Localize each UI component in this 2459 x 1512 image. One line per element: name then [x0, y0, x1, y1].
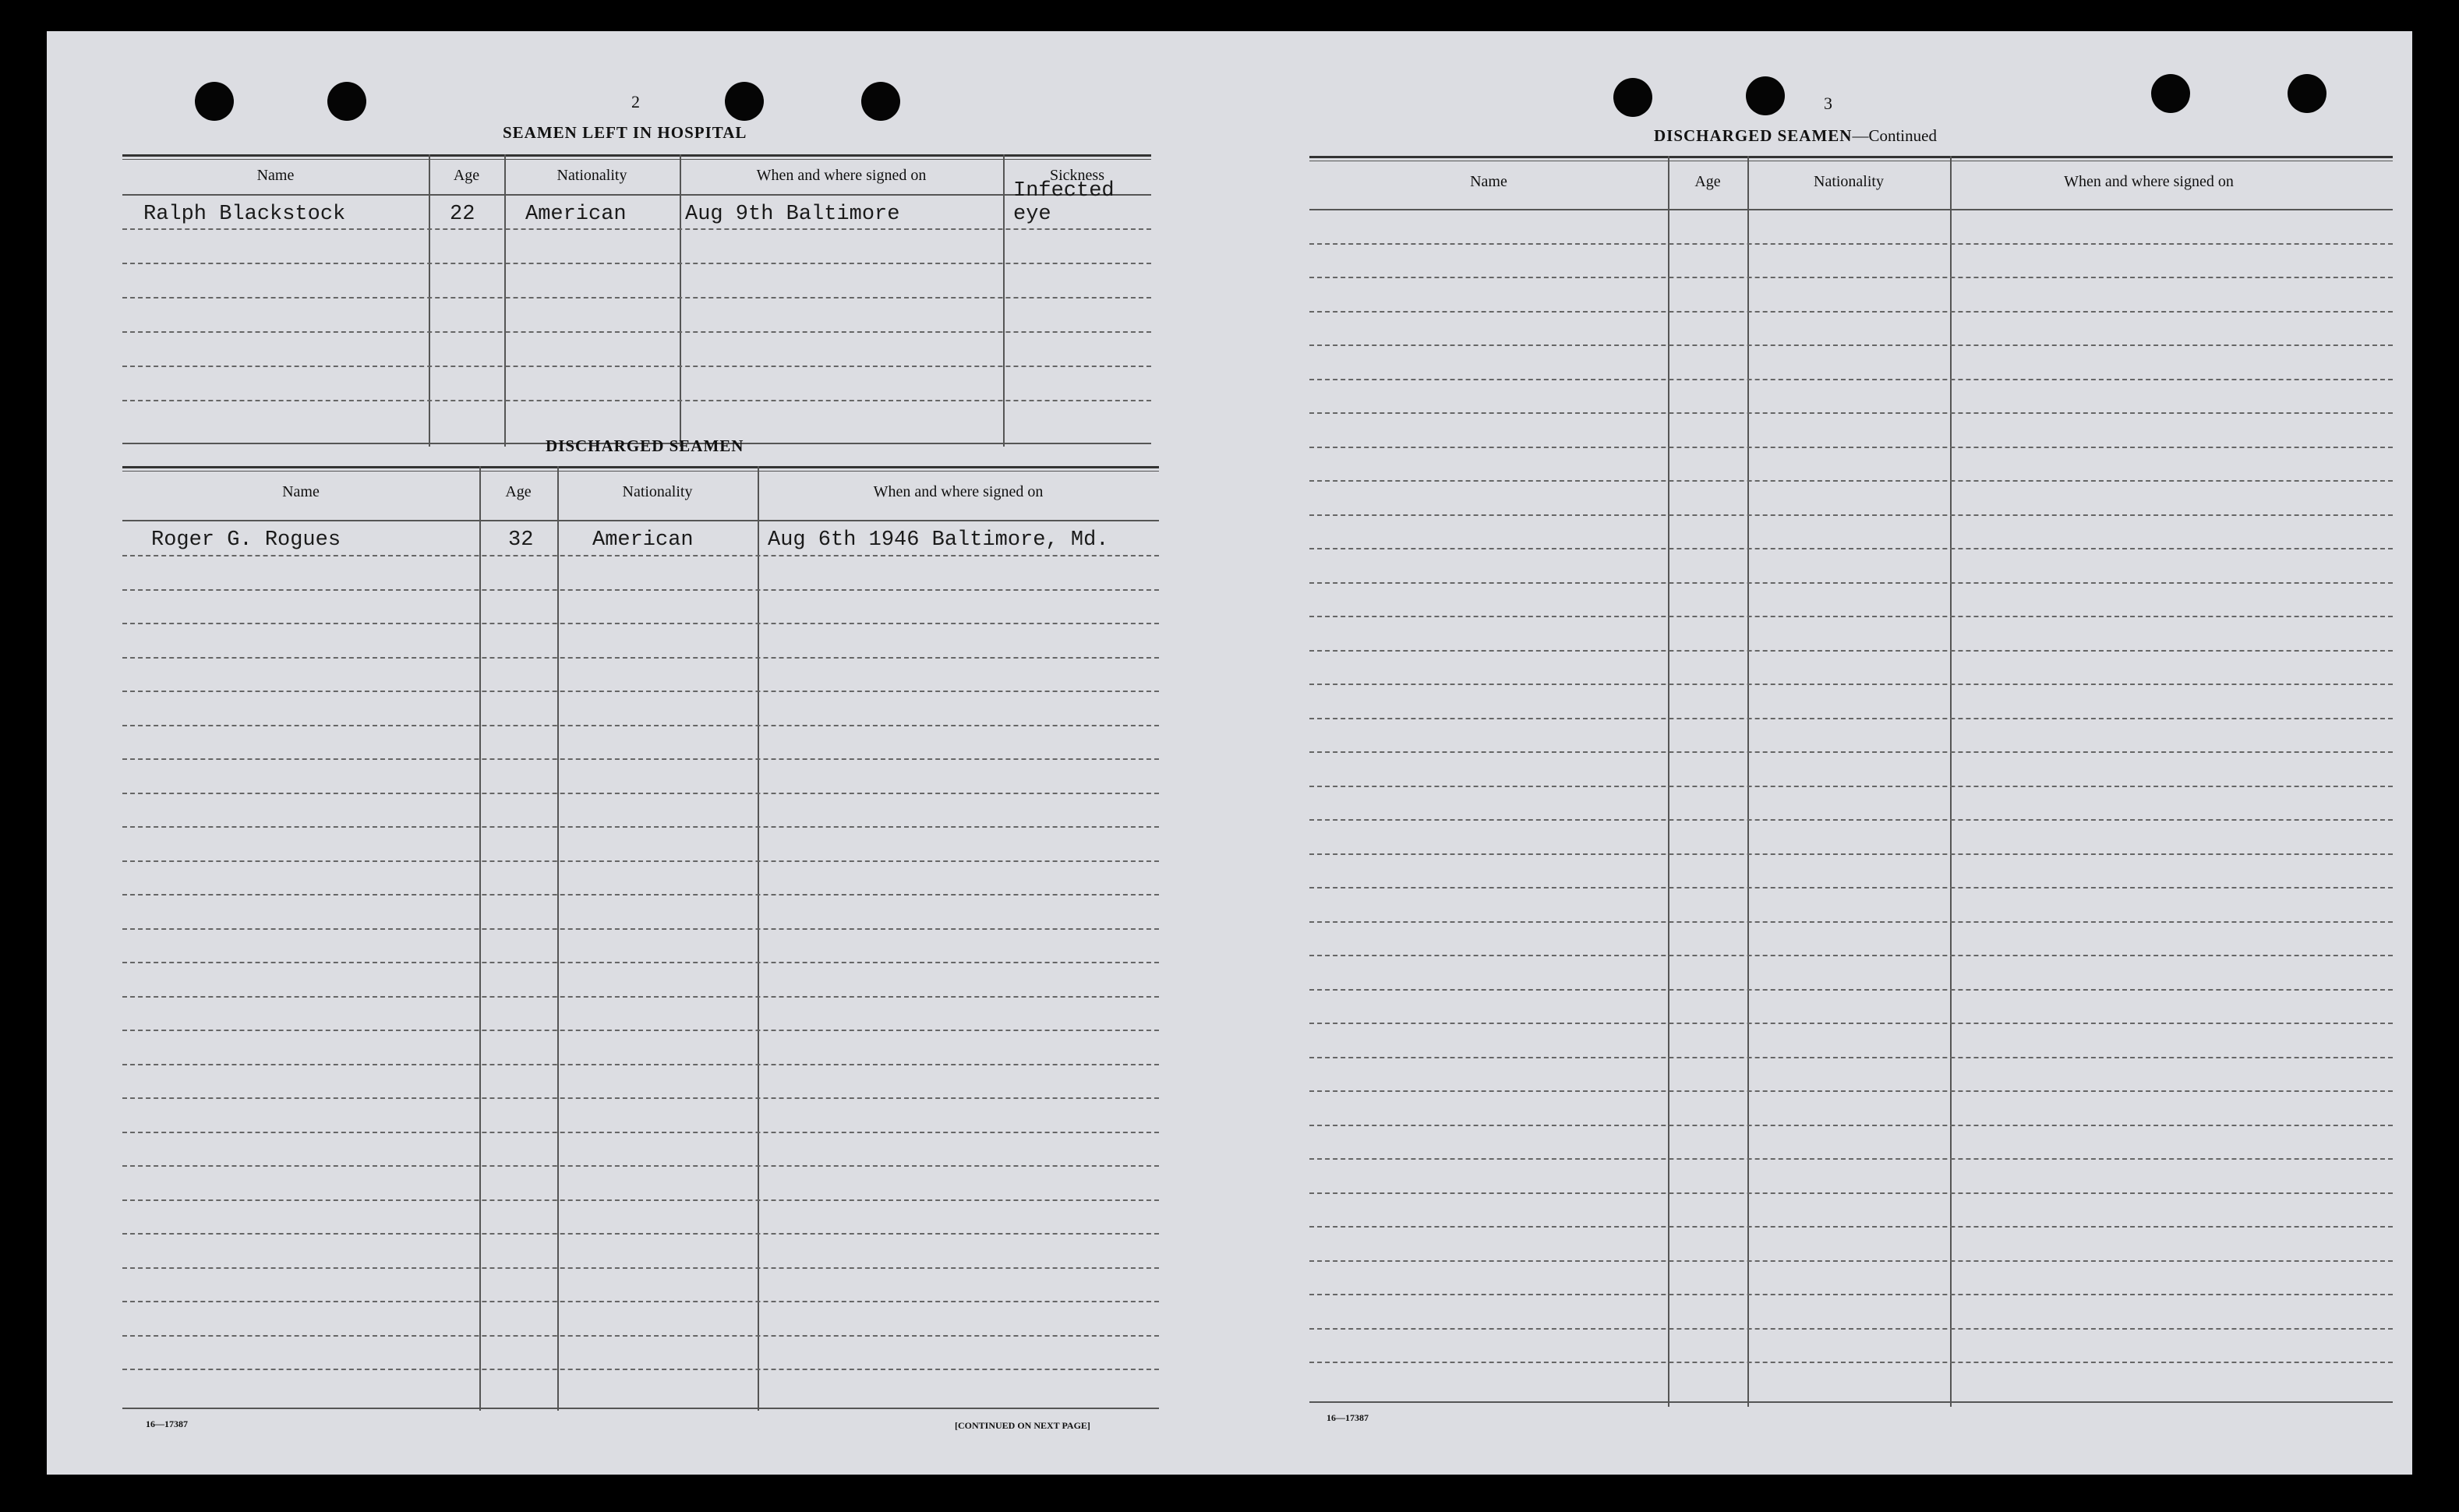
section-title-text: DISCHARGED SEAMEN — [1654, 126, 1853, 145]
punch-hole — [327, 82, 366, 121]
header-nationality: Nationality — [622, 483, 693, 500]
punch-hole — [861, 82, 900, 121]
hospital-row-age: 22 — [450, 203, 475, 226]
hospital-row-signed-on: Aug 9th Baltimore — [685, 203, 900, 226]
punch-hole — [195, 82, 234, 121]
punch-hole — [2151, 74, 2190, 113]
discharged-row-age: 32 — [508, 528, 534, 552]
page-number-left: 2 — [631, 92, 640, 111]
header-name: Name — [256, 167, 295, 184]
punch-hole — [725, 82, 764, 121]
discharged-row-name: Roger G. Rogues — [151, 528, 341, 552]
hospital-row-nationality: American — [525, 203, 627, 226]
header-age: Age — [1694, 173, 1721, 190]
header-name: Name — [1470, 173, 1507, 190]
header-signed-on: When and where signed on — [756, 167, 927, 184]
header-age: Age — [453, 167, 480, 184]
form-number-right: 16—17387 — [1327, 1412, 1369, 1423]
header-sickness: Sickness — [1050, 167, 1104, 184]
punch-hole — [1613, 78, 1652, 117]
section-title-hospital: SEAMEN LEFT IN HOSPITAL — [503, 123, 747, 142]
header-signed-on: When and where signed on — [873, 483, 1044, 500]
section-title-discharged-continued — [1654, 126, 1937, 146]
discharged-row-signed-on: Aug 6th 1946 Baltimore, Md. — [768, 528, 1109, 552]
header-age: Age — [505, 483, 532, 500]
section-title-continued: —Continued — [1852, 126, 1937, 145]
header-nationality: Nationality — [1814, 173, 1884, 190]
discharged-table-left — [122, 466, 1159, 1411]
punch-hole — [1746, 76, 1785, 115]
page-number-right: 3 — [1824, 94, 1832, 113]
hospital-row-name: Ralph Blackstock — [143, 203, 346, 226]
continued-note: [CONTINUED ON NEXT PAGE] — [955, 1420, 1090, 1431]
punch-hole — [2288, 74, 2327, 113]
section-title-discharged: DISCHARGED SEAMEN — [546, 436, 744, 455]
header-nationality: Nationality — [556, 167, 627, 184]
header-signed-on: When and where signed on — [2064, 173, 2234, 190]
hospital-row-sickness: Infected — [1013, 179, 1115, 203]
form-number-left: 16—17387 — [146, 1418, 188, 1429]
hospital-table — [122, 154, 1151, 447]
document-page — [47, 31, 2412, 1475]
discharged-row-nationality: American — [592, 528, 694, 552]
hospital-row-sickness: eye — [1013, 203, 1051, 226]
header-name: Name — [282, 483, 320, 500]
discharged-table-right — [1309, 156, 2393, 1407]
